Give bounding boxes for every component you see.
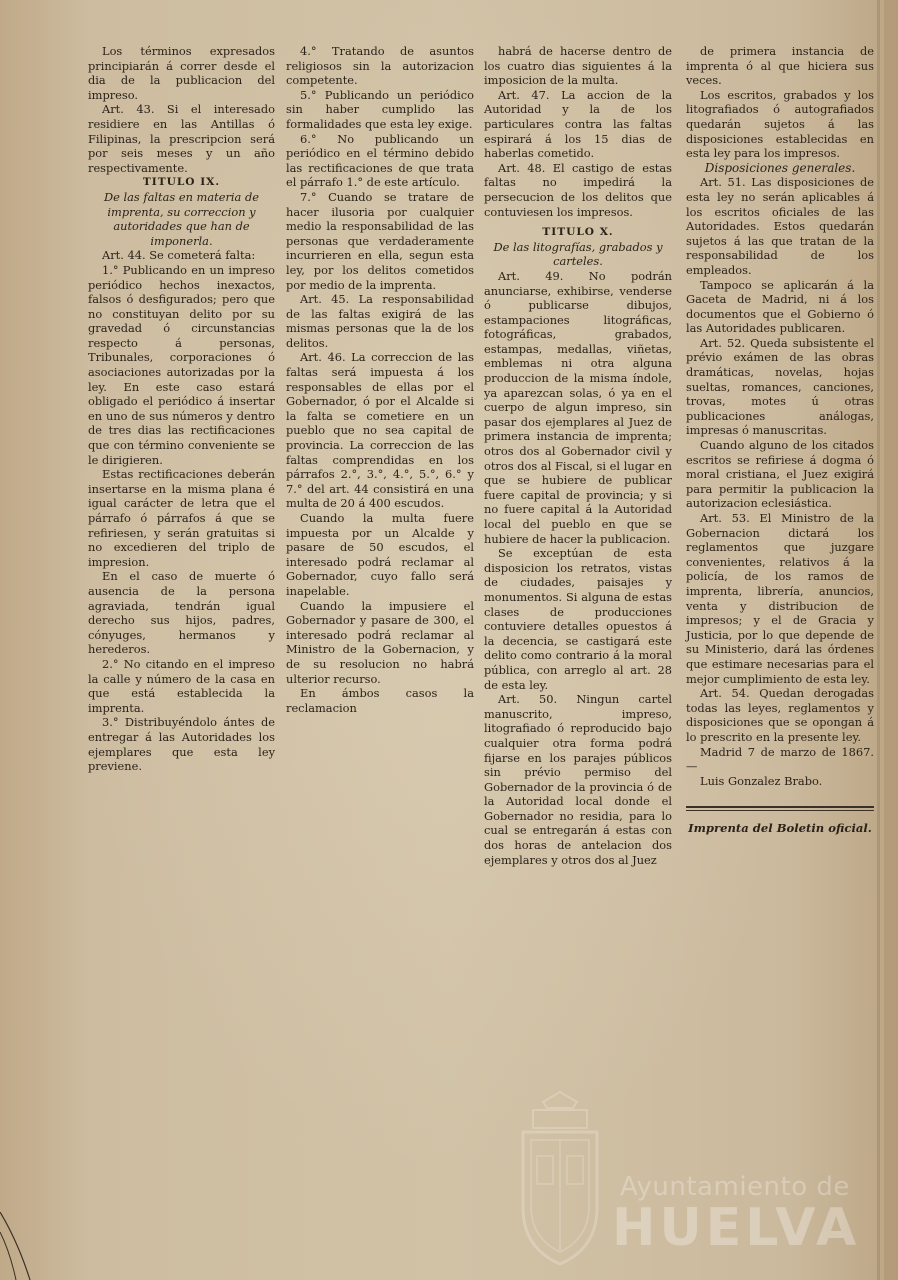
text-column-2	[286, 44, 474, 715]
paragraph: En ámbos casos la reclamacion	[286, 686, 474, 715]
watermark-text: HUELVA	[612, 1198, 861, 1258]
paragraph: 5.° Publicando un periódico sin haber cumplido las formalidades que esta ley exige.	[286, 87, 474, 131]
paragraph: Cuando alguno de los citados escritos se refiriese á dogma ó moral cristiana, el Juez exigirá para permitir la publicacion la autorizacion eclesiástica.	[686, 438, 874, 511]
section-subtitle: De las faltas en materia de imprenta, su correccion y autoridades que han de imponerla.	[103, 189, 260, 248]
text-column-4	[686, 44, 874, 836]
paragraph: de primera instancia de imprenta ó al que hiciera sus veces.	[686, 44, 874, 88]
watermark-text: Ayuntamiento de	[620, 1172, 850, 1202]
paragraph: Art. 47. La accion de la Autoridad y la de los particulares contra las faltas espirará á los 15 dias de haberlas cometido.	[484, 87, 672, 161]
section-title: TITULO X.	[542, 226, 614, 239]
paragraph: 3.° Distribuyéndolo ántes de entregar á las Autoridades los ejemplares que esta ley previene.	[88, 715, 275, 774]
paragraph: 2.° No citando en el impreso la calle y número de la casa en que está establecida la imprenta.	[88, 656, 275, 715]
paragraph: Cuando la multa fuere impuesta por un Alcalde y pasare de 50 escudos, el interesado podrá reclamar al Gobernador, cuyo fallo será inapelable.	[286, 511, 474, 598]
page-edge	[884, 0, 898, 1280]
paragraph: Los términos expresados principiarán á correr desde el dia de la publicacion del impreso.	[88, 44, 275, 102]
paragraph: Tampoco se aplicarán á la Gaceta de Madrid, ni á los documentos que el Gobierno ó las Autoridades publicaren.	[686, 277, 874, 336]
divider	[686, 810, 874, 811]
paragraph: Los escritos, grabados y los litografiados ó autografiados quedarán sujetos á las disposiciones establecidas en esta ley para los impresos.	[686, 87, 874, 161]
paragraph: Art. 45. La responsabilidad de las faltas exigirá de las mismas personas que la de los delitos.	[286, 292, 474, 350]
paragraph: Estas rectificaciones deberán insertarse en la misma plana é igual carácter de letra que el párrafo ó párrafos á que se refiriesen, y serán gratuitas si no excedieren del triplo de impresion.	[88, 467, 275, 569]
paragraph: Art. 54. Quedan derogadas todas las leyes, reglamentos y disposiciones que se opongan á lo prescrito en la presente ley.	[686, 686, 874, 744]
paragraph: Art. 43. Si el interesado residiere en las Antillas ó Filipinas, la prescripcion será por seis meses y un año respectivamente.	[88, 102, 275, 175]
paragraph: Art. 48. El castigo de estas faltas no impedirá la persecucion de los delitos que contuviesen los impresos.	[484, 160, 672, 219]
paragraph: 4.° Tratando de asuntos religiosos sin la autorizacion competente.	[286, 44, 474, 88]
section-subheading: Disposiciones generales.	[704, 160, 856, 175]
coat-of-arms-watermark	[515, 1088, 605, 1270]
paragraph: En el caso de muerte ó ausencia de la persona agraviada, tendrán igual derecho sus hijos, padres, cónyuges, hermanos y herederos.	[88, 569, 275, 657]
paragraph: Art. 50. Ningun cartel manuscrito, impreso, litografiado ó reproducido bajo cualquier otra forma podrá fijarse en los parajes públicos sin prévio permiso del Gobernador de la provincia ó de la Autoridad local donde el Gobernador no residia, para lo cual se entregarán á estas con dos horas de antelacion dos ejemplares y otros dos al Juez	[484, 692, 672, 867]
paragraph: Art. 46. La correccion de las faltas será impuesta á los responsables de ellas por el Gobernador, ó por el Alcalde si la falta se cometiere en un pueblo que no sea capital de provincia. La correccion de las faltas comprendidas en los párrafos 2.°, 3.°, 4.°, 5.°, 6.° y 7.° del art. 44 consistirá en una multa de 20 á 400 escudos.	[286, 350, 474, 511]
paragraph: 6.° No publicando un periódico en el término debido las rectificaciones de que trata el párrafo 1.° de este artículo.	[286, 131, 474, 190]
divider	[686, 806, 874, 808]
signature: Luis Gonzalez Brabo.	[700, 773, 823, 788]
paragraph: habrá de hacerse dentro de los cuatro dias siguientes á la imposicion de la multa.	[484, 44, 672, 88]
imprint-line: Imprenta del Boletin oficial.	[688, 821, 872, 836]
page-curl	[0, 1212, 40, 1280]
paragraph: Cuando la impusiere el Gobernador y pasare de 300, el interesado podrá reclamar al Ministro de la Gobernacion, y de su resolucion no habrá ulterior recurso.	[286, 598, 474, 686]
paragraph: Art. 53. El Ministro de la Gobernacion dictará los reglamentos que juzgare convenientes, relativos á la policía, de los ramos de imprenta, librería, anuncios, venta y distribucion de impresos; y el de Gracia y Justicia, por lo que depende de su Ministerio, dará las órdenes que estimare necesarias para el mejor cumplimiento de esta ley.	[686, 511, 874, 686]
section-subtitle: De las litografías, grabados y carteles.	[493, 239, 663, 269]
paragraph: Art. 44. Se cometerá falta:	[102, 248, 256, 263]
text-column-3	[484, 44, 672, 867]
section-title: TITULO IX.	[142, 176, 221, 189]
paragraph: Art. 49. No podrán anunciarse, exhibirse, venderse ó publicarse dibujos, estampaciones litográficas, fotográficas, grabados, estampas, medallas, viñetas, emblemas ni otra alguna produccion de la misma índole, ya aparezcan solas, ó ya en el cuerpo de algun impreso, sin pasar dos ejemplares al Juez de primera instancia de imprenta; otros dos al Gobernador civil y otros dos al Fiscal, si el lugar en que se hubiere de publicar fuere capital de provincia; y si no fuere capital á la Autoridad local del pueblo en que se hubiere de hacer la publicacion.	[484, 268, 672, 546]
paragraph: Art. 51. Las disposiciones de esta ley no serán aplicables á los escritos oficiales de las Autoridades. Estos quedarán sujetos á las que tratan de la responsabilidad de los empleados.	[686, 175, 874, 277]
text-column-1	[88, 44, 275, 774]
date-line: Madrid 7 de marzo de 1867.—	[686, 744, 874, 774]
paragraph: Se exceptúan de esta disposicion los retratos, vistas de ciudades, paisajes y monumentos. Si alguna de estas clases de producciones contuviere detalles opuestos á la decencia, se castigará este delito como contrario á la moral pública, con arreglo al art. 28 de esta ley.	[484, 546, 672, 692]
paragraph: 7.° Cuando se tratare de hacer ilusoria por cualquier medio la responsabilidad de las personas que verdaderamente incurrieren en ella, segun esta ley, por los delitos cometidos por medio de la imprenta.	[286, 189, 474, 292]
paragraph: Art. 52. Queda subsistente el prévio exámen de las obras dramáticas, novelas, hojas sueltas, romances, canciones, trovas, motes ú otras publicaciones análogas, impresas ó manuscritas.	[686, 335, 874, 438]
paragraph: 1.° Publicando en un impreso periódico hechos inexactos, falsos ó desfigurados; pero que no constituyan delito por su gravedad ó circunstancias respecto á personas, Tribunales, corporaciones ó asociaciones autorizadas por la ley. En este caso estará obligado el periódico á insertar en uno de sus números y dentro de tres dias las rectificaciones que con término conveniente se le dirigieren.	[88, 262, 275, 467]
page-fold	[877, 0, 880, 1280]
